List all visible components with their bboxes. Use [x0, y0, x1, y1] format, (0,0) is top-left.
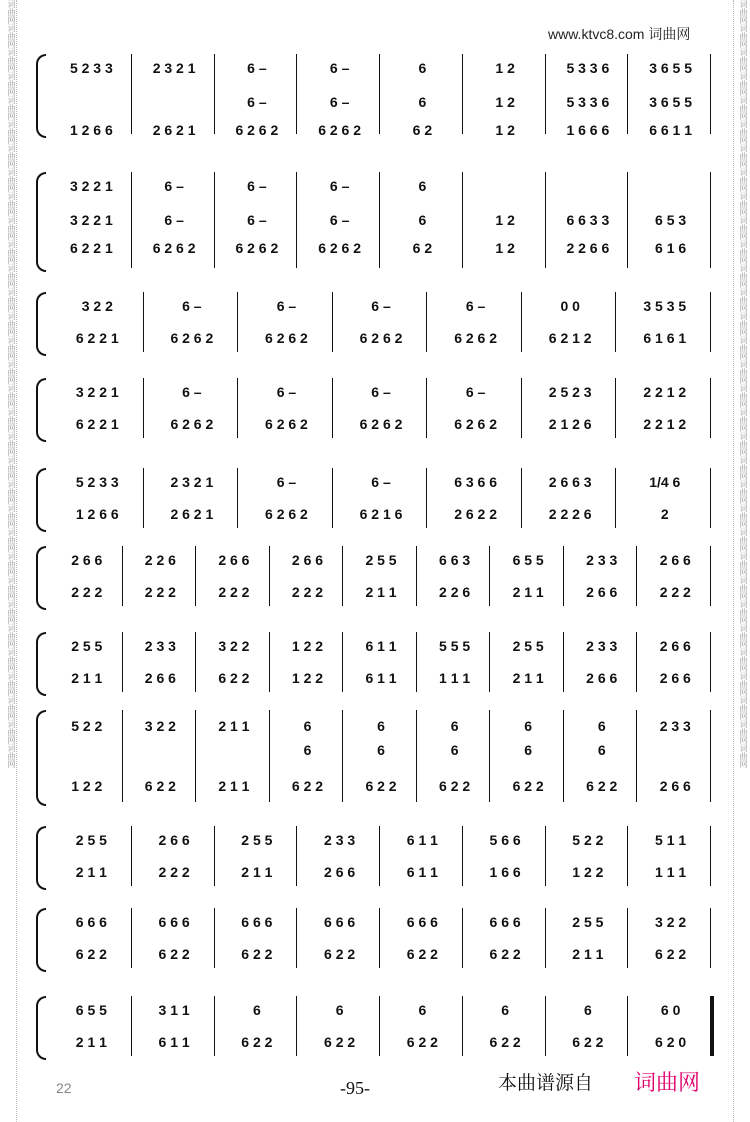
measure: 6 2 6 2	[152, 240, 196, 256]
measure: 6 2 6 2	[265, 506, 308, 522]
measure: 6 –	[371, 474, 391, 490]
measure: 6 2 1 2	[548, 330, 592, 346]
system-brace	[36, 468, 46, 532]
measure: 6 2 2	[439, 778, 471, 794]
measure: 1 6 6	[489, 864, 521, 880]
measure	[124, 742, 198, 758]
measure: 6 2 2	[572, 1034, 604, 1050]
measure: 1 2	[495, 122, 515, 138]
score-row	[50, 240, 712, 256]
measure: 6 2 2	[158, 946, 190, 962]
measure: 2 2 2	[218, 584, 250, 600]
score-system	[36, 820, 712, 892]
measure: 6 0	[660, 1002, 681, 1018]
measure: 2 1 1	[75, 1034, 107, 1050]
measure: 2 3 2 1	[152, 60, 196, 76]
measure: 2 6 6	[659, 638, 691, 654]
measure: 2 3 3	[586, 552, 618, 568]
system-brace	[36, 378, 46, 442]
measure: 6	[303, 718, 312, 734]
left-watermark: 词曲网词曲网词曲网词曲网词曲网词曲网词曲网词曲网词曲网词曲网词曲网词曲网词曲网词曲网词曲网词曲网词曲网词曲网词曲网词曲网词曲网词曲网词曲网词曲网词曲网词曲网词曲网词曲网词曲网词曲网词曲网词曲网	[7, 0, 16, 768]
measure: 6 6 3 3	[566, 212, 610, 228]
measure: 2 5 5	[365, 552, 397, 568]
measure: 2 1 1	[241, 864, 273, 880]
measure: 6 2 6 2	[170, 416, 214, 432]
measure: 6	[377, 742, 385, 758]
measure: 1 1 1	[655, 864, 687, 880]
measure: 6 –	[247, 60, 267, 76]
measure: 6 6 6	[489, 914, 521, 930]
measure	[639, 742, 713, 758]
measure: 6 –	[182, 298, 202, 314]
score-row	[50, 914, 712, 930]
system-brace	[36, 826, 46, 890]
measure: 2 1 1	[365, 584, 397, 600]
score-row	[50, 506, 712, 522]
measure: 6 5 5	[512, 552, 544, 568]
score-row	[50, 638, 712, 654]
system-brace	[36, 710, 46, 806]
measure: 5 6 6	[489, 832, 521, 848]
right-watermark: 词曲网词曲网词曲网词曲网词曲网词曲网词曲网词曲网词曲网词曲网词曲网词曲网词曲网词曲网词曲网词曲网词曲网词曲网词曲网词曲网词曲网词曲网词曲网词曲网词曲网词曲网词曲网词曲网词曲网词曲网词曲网词曲网	[739, 0, 748, 768]
measure: 6 2 2	[75, 946, 107, 962]
measure: 6 2 2	[365, 778, 397, 794]
measure: 2 2 2	[144, 584, 176, 600]
score-row	[50, 384, 712, 400]
measure: 2 6 6	[291, 552, 324, 568]
measure: 6 2 6 2	[235, 122, 279, 138]
system-brace	[36, 172, 46, 272]
measure: 2 5 2 3	[548, 384, 592, 400]
system-brace	[36, 908, 46, 972]
measure: 2 2 1 2	[643, 416, 687, 432]
measure: 6	[524, 742, 533, 758]
measure: 6 2 2 1	[75, 416, 119, 432]
system-brace	[36, 292, 46, 356]
measure: 2 2 2	[291, 584, 324, 600]
score-row	[50, 60, 712, 76]
measure: 6 2 6 2	[235, 240, 279, 256]
system-brace	[36, 996, 46, 1060]
measure: 5 2 3 3	[69, 60, 113, 76]
measure: 6 2 2	[324, 1034, 356, 1050]
score-system	[36, 166, 712, 274]
measure: 2 3 3	[659, 718, 691, 734]
measure: 6	[501, 1002, 510, 1018]
measure: 6 –	[329, 178, 350, 194]
measure: 6 2 2	[324, 946, 356, 962]
measure: 5 1 1	[655, 832, 687, 848]
measure: 6 1 1	[406, 864, 438, 880]
measure: 1/4 6	[649, 474, 681, 490]
measure: 2 1 1	[71, 670, 103, 686]
source-text: 本曲谱源自	[498, 1073, 594, 1094]
score-row	[50, 778, 712, 794]
measure: 1 1 1	[439, 670, 471, 686]
measure: 6 1 1	[365, 638, 397, 654]
score-system	[36, 48, 712, 140]
measure: 2 2 2	[158, 864, 190, 880]
measure: 6	[450, 718, 459, 734]
measure: 2 2 6	[439, 584, 471, 600]
measure: 2 2 2	[71, 584, 103, 600]
measure: 5 2 2	[572, 832, 604, 848]
page-number: -95-	[340, 1078, 370, 1098]
measure: 2 3 3	[586, 638, 618, 654]
measure: 6 2 6 2	[265, 416, 308, 432]
measure: 6	[418, 60, 427, 76]
measure: 3 2 2 1	[69, 178, 113, 194]
measure: 1 2 6 6	[69, 122, 113, 138]
measure: 6 2 6 2	[359, 330, 403, 346]
source-site-link[interactable]: 词曲网	[634, 1070, 701, 1095]
measure: 6 6 6	[406, 914, 438, 930]
score-row	[50, 1034, 712, 1050]
measure: 6 1 1	[365, 670, 397, 686]
measure: 6 2 2	[144, 778, 176, 794]
score-system	[36, 626, 712, 698]
measure: 6 2 2 1	[69, 240, 113, 256]
score-row	[50, 832, 712, 848]
measure: 6 2	[412, 122, 433, 138]
score-system	[36, 462, 712, 534]
measure: 2 6 6	[324, 864, 356, 880]
measure: 2 3 3	[144, 638, 176, 654]
measure: 1 2 6 6	[75, 506, 119, 522]
measure: 2 5 5	[241, 832, 273, 848]
measure: 5 3 3 6	[566, 94, 610, 110]
score-row	[50, 122, 712, 138]
measure: 3 6 5 5	[649, 60, 693, 76]
measure: 6 –	[329, 60, 350, 76]
score-row	[50, 416, 712, 432]
measure: 6 2 6 2	[170, 330, 214, 346]
score-row	[50, 864, 712, 880]
measure: 6	[418, 212, 427, 228]
measure: 2 6 6	[144, 670, 176, 686]
measure: 2 1 1	[218, 718, 250, 734]
measure: 5 2 3 3	[75, 474, 119, 490]
measure: 6 –	[465, 298, 486, 314]
measure: 6 2 6 2	[318, 122, 362, 138]
measure: 2 5 5	[512, 638, 544, 654]
score-row	[50, 178, 712, 194]
score-system	[36, 990, 712, 1062]
measure: 2 3 2 1	[170, 474, 214, 490]
measure: 2 6 2 1	[170, 506, 214, 522]
measure	[197, 742, 271, 758]
measure: 2 3 3	[324, 832, 356, 848]
measure: 2 6 6	[71, 552, 103, 568]
measure: 6 6 3	[439, 552, 471, 568]
score-row	[50, 718, 712, 734]
measure: 6 2	[412, 240, 433, 256]
measure: 6 2 2	[655, 946, 687, 962]
measure: 1 2 2	[572, 864, 604, 880]
measure: 3 2 2	[218, 638, 250, 654]
score-row	[50, 742, 712, 758]
measure: 6 2 6 2	[359, 416, 403, 432]
measure	[50, 742, 124, 758]
measure: 6 2 2	[489, 1034, 521, 1050]
measure: 6 5 3	[655, 212, 687, 228]
score-row	[50, 946, 712, 962]
site-header: www.ktvc8.com 词曲网	[548, 26, 691, 42]
measure: 6 –	[465, 384, 486, 400]
measure: 6	[524, 718, 533, 734]
score-row	[50, 584, 712, 600]
measure: 6	[450, 742, 459, 758]
measure: 6 2 1 6	[359, 506, 403, 522]
measure: 6 6 6	[75, 914, 107, 930]
measure: 6 1 1	[406, 832, 438, 848]
measure: 6	[418, 94, 427, 110]
measure: 6	[418, 178, 427, 194]
measure: 1 6 6 6	[566, 122, 610, 138]
measure: 3 2 2	[144, 718, 176, 734]
measure: 2 6 6	[659, 670, 691, 686]
measure: 1 2	[495, 94, 515, 110]
measure: 6 5 5	[75, 1002, 107, 1018]
measure: 6 2 6 2	[265, 330, 308, 346]
measure: 5 5 5	[439, 638, 471, 654]
measure: 6 6 6	[324, 914, 356, 930]
measure: 2 1 1	[512, 584, 544, 600]
measure: 6 2 2 1	[75, 330, 119, 346]
score-system	[36, 286, 712, 358]
measure: 6 6 6	[241, 914, 273, 930]
measure: 6 –	[164, 212, 184, 228]
measure: 2 2 1 2	[643, 384, 687, 400]
measure	[133, 94, 216, 110]
measure: 2 2 6	[144, 552, 176, 568]
measure: 2 1 1	[572, 946, 604, 962]
measure: 6 –	[247, 212, 267, 228]
score-row	[50, 670, 712, 686]
measure: 2 6 6	[586, 584, 618, 600]
measure: 6 2 2	[241, 1034, 273, 1050]
measure: 1 2 2	[291, 638, 324, 654]
measure: 6	[252, 1002, 261, 1018]
measure: 2 6 6	[158, 832, 190, 848]
measure: 2 1 2 6	[548, 416, 592, 432]
measure	[50, 94, 133, 110]
measure: 6	[597, 742, 606, 758]
measure: 6 2 2	[241, 946, 273, 962]
measure: 3 2 2	[655, 914, 687, 930]
measure: 6 3 6 6	[454, 474, 498, 490]
measure: 3 2 2 1	[69, 212, 113, 228]
system-brace	[36, 546, 46, 610]
measure: 6 2 6 2	[454, 330, 498, 346]
measure	[547, 178, 630, 194]
score-row	[50, 1002, 712, 1018]
measure: 6 2 2	[218, 670, 250, 686]
measure: 2 2 2	[659, 584, 691, 600]
measure: 6 1 1	[158, 1034, 190, 1050]
measure: 6 –	[164, 178, 184, 194]
score-system	[36, 902, 712, 974]
measure: 5 2 2	[71, 718, 103, 734]
measure: 1 2	[495, 240, 515, 256]
measure: 2 1 1	[218, 778, 250, 794]
score-row	[50, 212, 712, 228]
score-row	[50, 94, 712, 110]
score-system	[36, 704, 712, 808]
measure: 6 2 2	[489, 946, 521, 962]
measure: 6	[335, 1002, 344, 1018]
measure: 2 6 6	[659, 552, 691, 568]
measure: 6 –	[276, 384, 297, 400]
measure: 6 2 2	[406, 1034, 438, 1050]
measure: 2 6 6	[218, 552, 250, 568]
measure: 2 5 5	[75, 832, 107, 848]
measure: 6 1 6 1	[643, 330, 687, 346]
measure: 6 –	[371, 298, 391, 314]
score-system	[36, 540, 712, 612]
measure: 3 2 2 1	[75, 384, 119, 400]
score-system	[36, 372, 712, 444]
measure: 2 1 1	[75, 864, 107, 880]
system-brace	[36, 632, 46, 696]
footer-left-number: 22	[56, 1080, 72, 1096]
measure: 2 6 2 1	[152, 122, 196, 138]
measure: 2 1 1	[512, 670, 544, 686]
measure: 6 2 6 2	[318, 240, 362, 256]
measure: 6 –	[329, 212, 350, 228]
measure: 1 2 2	[291, 670, 324, 686]
measure: 6 1 6	[655, 240, 687, 256]
measure: 6 2 2	[586, 778, 618, 794]
measure: 6	[583, 1002, 592, 1018]
measure: 6 –	[247, 94, 267, 110]
measure: 2	[660, 506, 669, 522]
score-row	[50, 298, 712, 314]
measure: 2 6 6	[586, 670, 618, 686]
measure: 6 –	[371, 384, 391, 400]
measure: 6 2 2	[406, 946, 438, 962]
measure: 3 1 1	[158, 1002, 190, 1018]
measure: 1 2	[495, 60, 515, 76]
measure: 6 –	[276, 298, 297, 314]
measure: 2 6 2 2	[454, 506, 498, 522]
measure: 6 –	[329, 94, 350, 110]
measure: 1 2	[495, 212, 515, 228]
measure: 2 5 5	[572, 914, 604, 930]
measure: 3 2 2	[81, 298, 113, 314]
left-margin-line	[16, 0, 17, 1122]
measure: 2 2 6 6	[566, 240, 610, 256]
measure: 6 6 6	[158, 914, 190, 930]
measure: 6 2 6 2	[454, 416, 498, 432]
measure: 6	[377, 718, 385, 734]
score-row	[50, 552, 712, 568]
measure: 6 –	[247, 178, 267, 194]
measure: 6	[597, 718, 606, 734]
measure: 6 6 1 1	[649, 122, 693, 138]
measure: 2 6 6 3	[548, 474, 592, 490]
score-row	[50, 474, 712, 490]
measure: 6	[303, 742, 312, 758]
system-brace	[36, 54, 46, 138]
measure: 6 2 0	[655, 1034, 687, 1050]
measure: 6 2 2	[512, 778, 544, 794]
measure: 5 3 3 6	[566, 60, 610, 76]
measure: 2 5 5	[71, 638, 103, 654]
score-row	[50, 330, 712, 346]
measure: 6 –	[276, 474, 297, 490]
measure: 6	[418, 1002, 427, 1018]
measure: 3 6 5 5	[649, 94, 693, 110]
measure	[464, 178, 547, 194]
measure: 1 2 2	[71, 778, 103, 794]
measure: 2 6 6	[659, 778, 691, 794]
measure: 3 5 3 5	[643, 298, 687, 314]
measure	[629, 178, 712, 194]
measure: 0 0	[560, 298, 580, 314]
measure: 6 –	[182, 384, 202, 400]
measure: 6 2 2	[291, 778, 324, 794]
measure: 2 2 2 6	[548, 506, 592, 522]
